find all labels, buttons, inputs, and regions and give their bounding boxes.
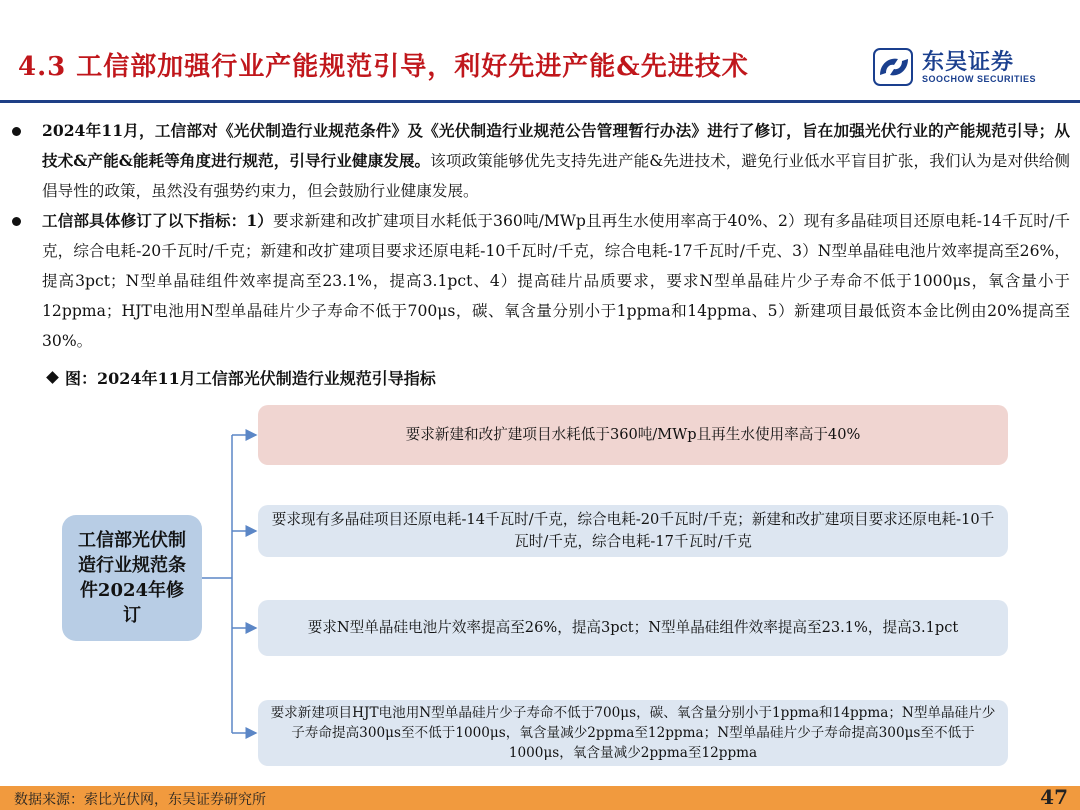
logo-text-en: SOOCHOW SECURITIES <box>922 74 1037 84</box>
figure-title-text: 图：2024年11月工信部光伏制造行业规范引导指标 <box>65 369 436 388</box>
slide-title: 4.3 工信部加强行业产能规范引导，利好先进产能&先进技术 <box>18 52 749 82</box>
soochow-logo-icon <box>872 45 916 89</box>
diagram-root-node: 工信部光伏制造行业规范条件2024年修订 <box>62 515 202 641</box>
bullet-item-1 <box>10 116 1070 206</box>
diagram-item-efficiency: 要求N型单晶硅电池片效率提高至26%，提高3pct；N型单晶硅组件效率提高至23.1%，提高3.1pct <box>258 600 1008 656</box>
bullet-2-text: 要求新建和改扩建项目水耗低于360吨/MWp且再生水使用率高于40%、2）现有多晶硅项目还原电耗-14千瓦时/千克，综合电耗-20千瓦时/千克；新建和改扩建项目要求还原电耗-10千瓦时/千克，综合电耗-17千瓦时/千克、3）N型单晶硅电池片效率提高至26%，提高3pct；N型单晶硅组件效率提高至23.1%，提高3.1pct、4）提高硅片品质要求，要求N型单晶硅片少子寿命不低于1000μs，氧含量小于12ppma；HJT电池用N型单晶硅片少子寿命不低于700μs，碳、氧含量分别小于1ppma和14ppma、5）新建项目最低资本金比例由20%提高至30%。 <box>42 212 1070 350</box>
data-source: 数据来源：索比光伏网，东吴证券研究所 <box>14 792 266 808</box>
company-logo <box>872 45 1042 89</box>
page-number: 47 <box>1040 785 1068 809</box>
diagram-item-power: 要求现有多晶硅项目还原电耗-14千瓦时/千克，综合电耗-20千瓦时/千克；新建和改扩建项目要求还原电耗-10千瓦时/千克，综合电耗-17千瓦时/千克 <box>258 505 1008 557</box>
bullet-dot-icon <box>12 217 21 226</box>
figure-title <box>48 366 436 389</box>
diagram-item-wafer: 要求新建项目HJT电池用N型单晶硅片少子寿命不低于700μs，碳、氧含量分别小于1ppma和14ppma；N型单晶硅片少子寿命提高300μs至不低于1000μs，氧含量减少2ppma至12ppma；N型单晶硅片少子寿命提高300μs至不低于1000μs，氧含量减少2ppma至12ppma <box>258 700 1008 766</box>
bullet-1-bold: 2024年11月，工信部对《光伏制造行业规范条件》及《光伏制造行业规范公告管理暂行办法》进行了修订，旨在加强光伏行业的产能规范引导；从技术&产能&能耗等角度进行规范，引导行业健康发展。 <box>42 121 1070 170</box>
logo-text-cn: 东吴证券 <box>922 50 1015 75</box>
diamond-icon <box>46 371 59 384</box>
header-divider <box>0 100 1080 103</box>
bullet-item-2 <box>10 206 1070 356</box>
bullet-list <box>10 116 1070 356</box>
bullet-dot-icon <box>12 127 21 136</box>
bullet-1-text: 该项政策能够优先支持先进产能&先进技术，避免行业低水平盲目扩张，我们认为是对供给侧倡导性的政策，虽然没有强势约束力，但会鼓励行业健康发展。 <box>42 152 1070 200</box>
diagram-item-water: 要求新建和改扩建项目水耗低于360吨/MWp且再生水使用率高于40% <box>258 405 1008 465</box>
bullet-2-bold: 工信部具体修订了以下指标：1） <box>42 211 274 230</box>
